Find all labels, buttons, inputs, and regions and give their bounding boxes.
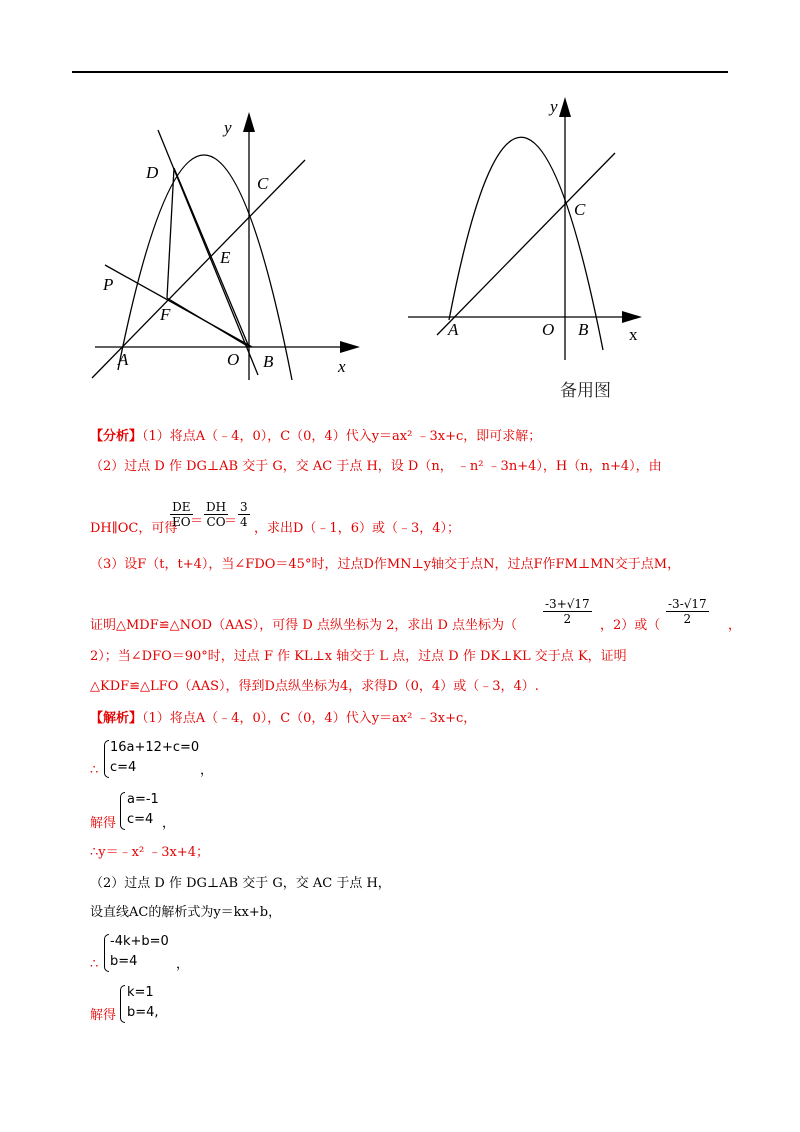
therefore-2: ∴: [90, 957, 99, 972]
y-arrow-icon: [559, 97, 571, 117]
label-o: O: [542, 320, 555, 339]
label-e: E: [220, 248, 231, 267]
system-4: k=1 b=4,: [127, 985, 159, 1020]
label-y: y: [550, 97, 558, 116]
label-c: C: [257, 174, 269, 193]
comma-3: ，: [176, 957, 190, 972]
fraction-de-eo: $\frac{DE}{EO}$: [172, 500, 191, 529]
solution-line-4: 设直线AC的解析式为y＝kx+b，: [90, 905, 282, 920]
label-b: B: [263, 352, 274, 371]
header-rule: [72, 71, 728, 73]
label-p: P: [103, 275, 114, 294]
analysis-line-3-post: ，求出D（﹣1，6）或（﹣3，4）；: [254, 521, 461, 536]
label-d: D: [146, 163, 159, 182]
comma-1: ，: [200, 763, 214, 778]
solve-label-1: 解得: [90, 816, 117, 831]
analysis-line-5-pre: 证明△MDF≌△NOD（AAS），可得 D 点纵坐标为 2，求出 D 点坐标为（: [90, 618, 518, 633]
line-ac: [437, 153, 615, 335]
solve-label-2: 解得: [90, 1008, 117, 1023]
system-3: -4k+b=0 b=4: [110, 934, 169, 969]
label-a: A: [448, 320, 459, 339]
label-y: y: [224, 118, 232, 137]
label-a: A: [118, 350, 129, 369]
equals-1: ＝: [190, 514, 204, 529]
figure-1: [85, 110, 365, 380]
solution-line-1: 【解析】（1）将点A（﹣4，0），C（0，4）代入y＝ax² ﹣3x+c，: [90, 711, 477, 726]
y-arrow-icon: [243, 112, 255, 132]
analysis-line-5-end: ，: [728, 618, 742, 633]
brace-2: [120, 792, 125, 830]
analysis-line-1: 【分析】（1）将点A（﹣4，0），C（0，4）代入y＝ax² ﹣3x+c，即可求解；: [90, 429, 542, 444]
analysis-line-3-pre: DH∥OC，可得: [90, 521, 178, 536]
x-arrow-icon: [622, 311, 642, 323]
solution-line-3: （2）过点 D 作 DG⊥AB 交于 G，交 AC 于点 H，: [90, 876, 391, 891]
comma-2: ，: [162, 816, 176, 831]
equals-2: ＝: [224, 514, 238, 529]
label-f: F: [160, 305, 171, 324]
system-2: a=-1 c=4: [127, 792, 159, 827]
label-b: B: [578, 320, 589, 339]
brace-4: [120, 985, 125, 1023]
solution-line-2: ∴y＝﹣x² ﹣3x+4；: [90, 845, 210, 860]
root-1-fraction: $\frac{-3+√17}{2}$: [545, 597, 590, 626]
analysis-line-7: △KDF≌△LFO（AAS），得到D点纵坐标为4，求得D（0，4）或（﹣3，4）.: [90, 679, 539, 694]
root-2-fraction: $\frac{-3-√17}{2}$: [668, 597, 707, 626]
brace-3: [104, 934, 109, 972]
label-x: x: [629, 325, 638, 344]
line-ac: [92, 160, 305, 378]
analysis-line-4: （3）设F（t，t+4），当∠FDO＝45°时，过点D作MN⊥y轴交于点N，过点F作FM⊥MN交于点M，: [90, 557, 681, 572]
label-o: O: [227, 350, 240, 369]
line-do: [174, 168, 249, 347]
label-c: C: [574, 200, 586, 219]
figure-caption: 备用图: [560, 381, 611, 401]
label-x: x: [338, 357, 346, 376]
fraction-dh-co: $\frac{DH}{CO}$: [206, 500, 227, 529]
brace-1: [104, 740, 109, 778]
analysis-line-2: （2）过点 D 作 DG⊥AB 交于 G，交 AC 于点 H，设 D（n， ﹣n² ﹣3n+4），H（n，n+4），由: [90, 459, 662, 474]
line-db: [158, 130, 258, 375]
system-1: 16a+12+c=0 c=4: [110, 740, 200, 775]
fraction-3-4: $\frac{3}{4}$: [240, 500, 248, 529]
therefore-1: ∴: [90, 763, 99, 778]
analysis-line-6: 2）；当∠DFO＝90°时，过点 F 作 KL⊥x 轴交于 L 点，过点 D 作 DK⊥KL 交于点 K，证明: [90, 649, 627, 664]
analysis-line-5-mid: ，2）或（: [600, 618, 661, 633]
x-arrow-icon: [340, 341, 360, 353]
figure-2: [400, 90, 660, 370]
